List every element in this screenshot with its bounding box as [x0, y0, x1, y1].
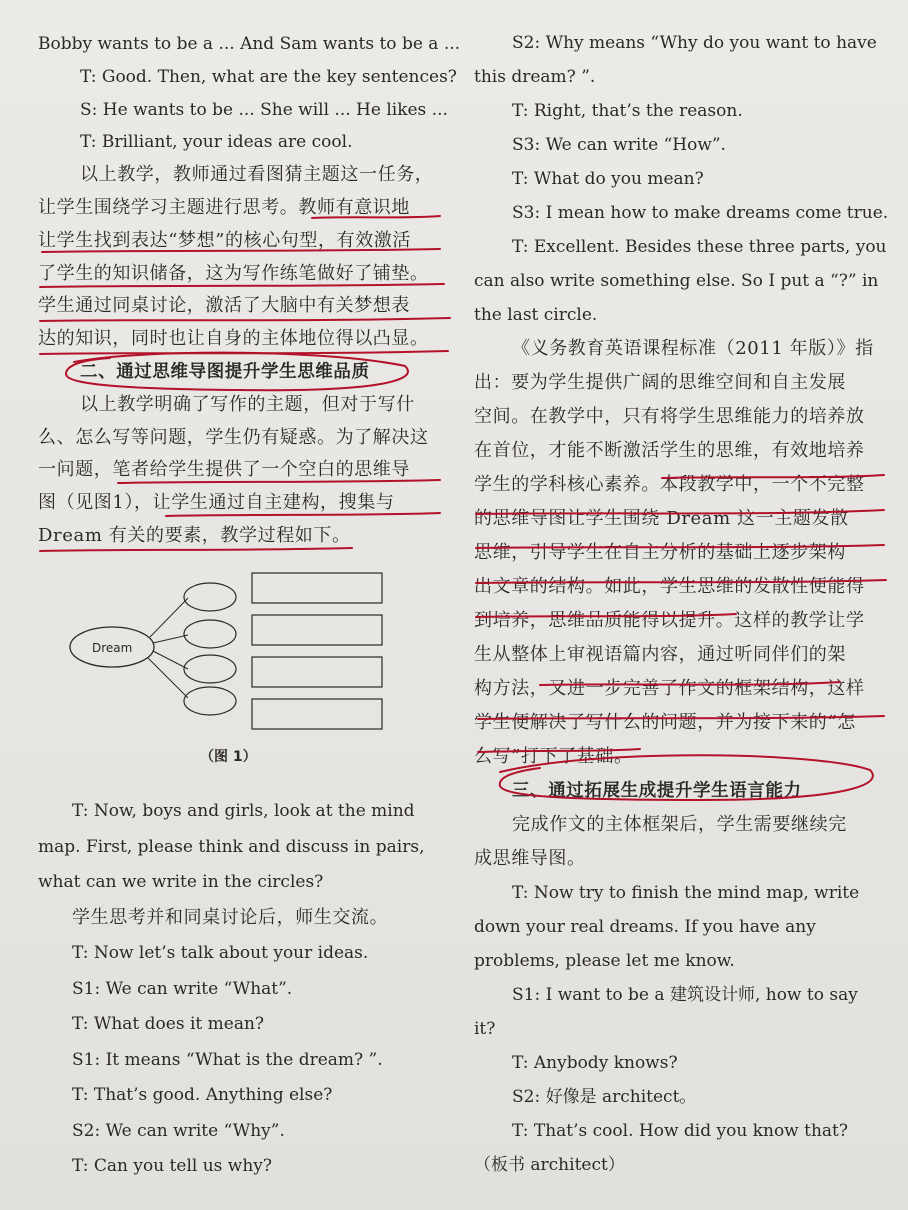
- text-line: 了学生的知识储备，这为写作练笔做好了铺垫。: [38, 262, 429, 284]
- mind-map-branch: [153, 651, 188, 669]
- text-line: 图（见图1），让学生通过自主建构，搜集与: [38, 492, 395, 514]
- text-line: map. First, please think and discuss in pairs,: [38, 836, 425, 857]
- mind-map-branch: [150, 598, 188, 637]
- text-line: S2: Why means “Why do you want to have: [512, 33, 877, 53]
- text-line: 《义务教育英语课程标准（2011 年版）》指: [512, 338, 874, 359]
- text-line: the last circle.: [474, 305, 598, 325]
- red-underline: [40, 318, 450, 321]
- text-line: 以上教学明确了写作的主题，但对于写什: [80, 393, 415, 415]
- mind-map-branch: [148, 658, 188, 698]
- mind-map-circle: [184, 687, 236, 715]
- text-line: 让学生围绕学习主题进行思考。教师有意识地: [38, 197, 410, 218]
- text-line: problems, please let me know.: [474, 951, 735, 971]
- mind-map-circle: [184, 620, 236, 648]
- red-underline: [40, 548, 352, 551]
- text-line: 一问题，笔者给学生提供了一个空白的思维导: [38, 459, 410, 481]
- text-line: 么写”打下了基础。: [474, 746, 633, 767]
- mind-map-box: [252, 615, 382, 645]
- text-line: 么、怎么写等问题，学生仍有疑惑。为了解决这: [38, 426, 429, 448]
- text-line: T: Now try to finish the mind map, write: [512, 883, 860, 903]
- text-line: 学生思考并和同桌讨论后，师生交流。: [72, 906, 389, 928]
- section-heading: 三、通过拓展生成提升学生语言能力: [512, 781, 802, 801]
- text-line: S2: We can write “Why”.: [72, 1120, 285, 1141]
- text-line: 成思维导图。: [474, 848, 586, 869]
- text-line: can also write something else. So I put a “?” in: [474, 271, 879, 291]
- text-line: T: Anybody knows?: [512, 1053, 678, 1073]
- text-line: 完成作文的主体框架后，学生需要继续完: [512, 814, 847, 835]
- text-line: S2: 好像是 architect。: [512, 1087, 697, 1107]
- text-line: T: That’s cool. How did you know that?: [512, 1121, 848, 1141]
- text-line: 达的知识，同时也让自身的主体地位得以凸显。: [38, 328, 429, 350]
- text-line: 空间。在教学中，只有将学生思维能力的培养放: [474, 406, 865, 427]
- text-line: T: Can you tell us why?: [72, 1156, 273, 1176]
- figure-caption: （图 1）: [200, 749, 257, 765]
- text-line: 的思维导图让学生围绕 Dream 这一主题发散: [474, 508, 849, 529]
- text-line: 以上教学，教师通过看图猜主题这一任务，: [80, 164, 434, 186]
- mind-map-circle: [184, 583, 236, 611]
- text-line: 出：要为学生提供广阔的思维空间和自主发展: [474, 372, 846, 393]
- mind-map-box: [252, 699, 382, 729]
- text-line: it?: [474, 1019, 496, 1039]
- text-line: T: Excellent. Besides these three parts, you: [512, 237, 887, 257]
- text-line: Bobby wants to be a ... And Sam wants to be a ...: [38, 34, 461, 54]
- text-line: T: Now let’s talk about your ideas.: [72, 943, 369, 963]
- text-line: 学生便解决了写什么的问题，并为接下来的“怎: [474, 712, 856, 733]
- text-line: 到培养，思维品质能得以提升。这样的教学让学: [474, 610, 865, 631]
- text-line: S1: I want to be a 建筑设计师, how to say: [512, 985, 858, 1005]
- section-heading: 二、通过思维导图提升学生思维品质: [80, 362, 370, 382]
- text-line: S: He wants to be ... She will ... He likes ...: [80, 99, 448, 120]
- text-line: S1: We can write “What”.: [72, 978, 293, 999]
- text-line: S3: I mean how to make dreams come true.: [512, 203, 889, 223]
- text-line: （板书 architect）: [474, 1155, 625, 1175]
- text-line: 在首位，才能不断激活学生的思维，有效地培养: [474, 440, 865, 461]
- mind-map-branch: [153, 635, 188, 643]
- text-line: T: Brilliant, your ideas are cool.: [80, 132, 353, 153]
- dream-center-label: Dream: [92, 641, 133, 655]
- text-line: 生从整体上审视语篇内容，通过听同伴们的架: [474, 644, 846, 665]
- text-line: S3: We can write “How”.: [512, 135, 726, 155]
- text-line: 思维，引导学生在自主分析的基础上逐步架构: [474, 542, 846, 563]
- text-line: 出文章的结构。如此，学生思维的发散性便能得: [474, 576, 865, 597]
- text-line: T: Good. Then, what are the key sentences?: [80, 66, 457, 87]
- text-line: T: What does it mean?: [72, 1014, 265, 1034]
- text-line: 构方法，又进一步完善了作文的框架结构，这样: [474, 678, 865, 699]
- mind-map-box: [252, 573, 382, 603]
- text-line: 学生通过同桌讨论，激活了大脑中有关梦想表: [38, 295, 410, 317]
- mind-map-figure: [60, 565, 400, 745]
- text-line: T: Right, that’s the reason.: [512, 101, 743, 121]
- text-line: what can we write in the circles?: [38, 872, 324, 892]
- text-line: T: What do you mean?: [512, 169, 704, 189]
- text-line: down your real dreams. If you have any: [474, 917, 816, 937]
- text-line: this dream? ”.: [474, 67, 596, 87]
- text-line: 让学生找到表达“梦想”的核心句型，有效激活: [38, 229, 412, 251]
- mind-map-circle: [184, 655, 236, 683]
- red-underline: [40, 351, 448, 354]
- text-line: S1: It means “What is the dream? ”.: [72, 1049, 383, 1070]
- text-line: 学生的学科核心素养。本段教学中，一个不完整: [474, 474, 865, 495]
- text-line: Dream 有关的要素，教学过程如下。: [38, 525, 351, 546]
- mind-map-box: [252, 657, 382, 687]
- text-line: T: Now, boys and girls, look at the mind: [72, 801, 415, 821]
- text-line: T: That’s good. Anything else?: [72, 1085, 333, 1105]
